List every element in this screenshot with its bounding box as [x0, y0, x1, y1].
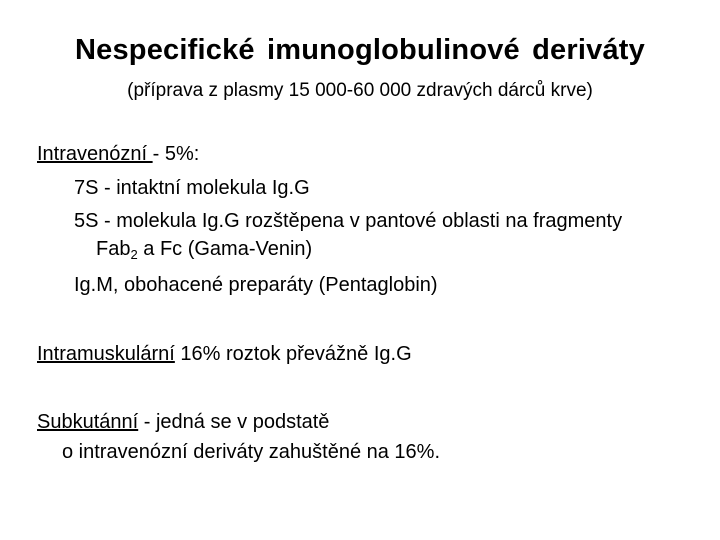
subcutaneous-line-2: o intravenózní deriváty zahuštěné na 16%. [62, 441, 441, 463]
slide-title: Nespecifické imunoglobulinové deriváty [75, 34, 645, 66]
item-5s: 5S - molekula Ig.G rozštěpena v pantové oblasti na fragmenty [74, 210, 623, 232]
intravenous-heading: Intravenózní [37, 143, 153, 165]
intravenous-rest: - 5%: [152, 143, 200, 165]
subcutaneous-line [37, 410, 329, 434]
intramuscular-heading: Intramuskulární [37, 343, 175, 365]
subcutaneous-rest: - jedná se v podstatě [138, 411, 330, 433]
fab-subscript: 2 [130, 247, 138, 262]
intramuscular-rest: 16% roztok převážně Ig.G [174, 343, 412, 365]
slide-subtitle: (příprava z plasmy 15 000-60 000 zdravých dárců krve) [127, 80, 593, 101]
intramuscular-line [37, 342, 412, 366]
item-7s: 7S - intaktní molekula Ig.G [74, 177, 310, 199]
fab-text: Fab [96, 238, 131, 260]
subcutaneous-heading: Subkutánní [37, 411, 139, 433]
item-5s-continuation [96, 237, 312, 261]
fc-text: a Fc (Gama-Venin) [137, 238, 313, 260]
intravenous-heading-line [37, 142, 199, 166]
item-igm: Ig.M, obohacené preparáty (Pentaglobin) [74, 274, 438, 296]
